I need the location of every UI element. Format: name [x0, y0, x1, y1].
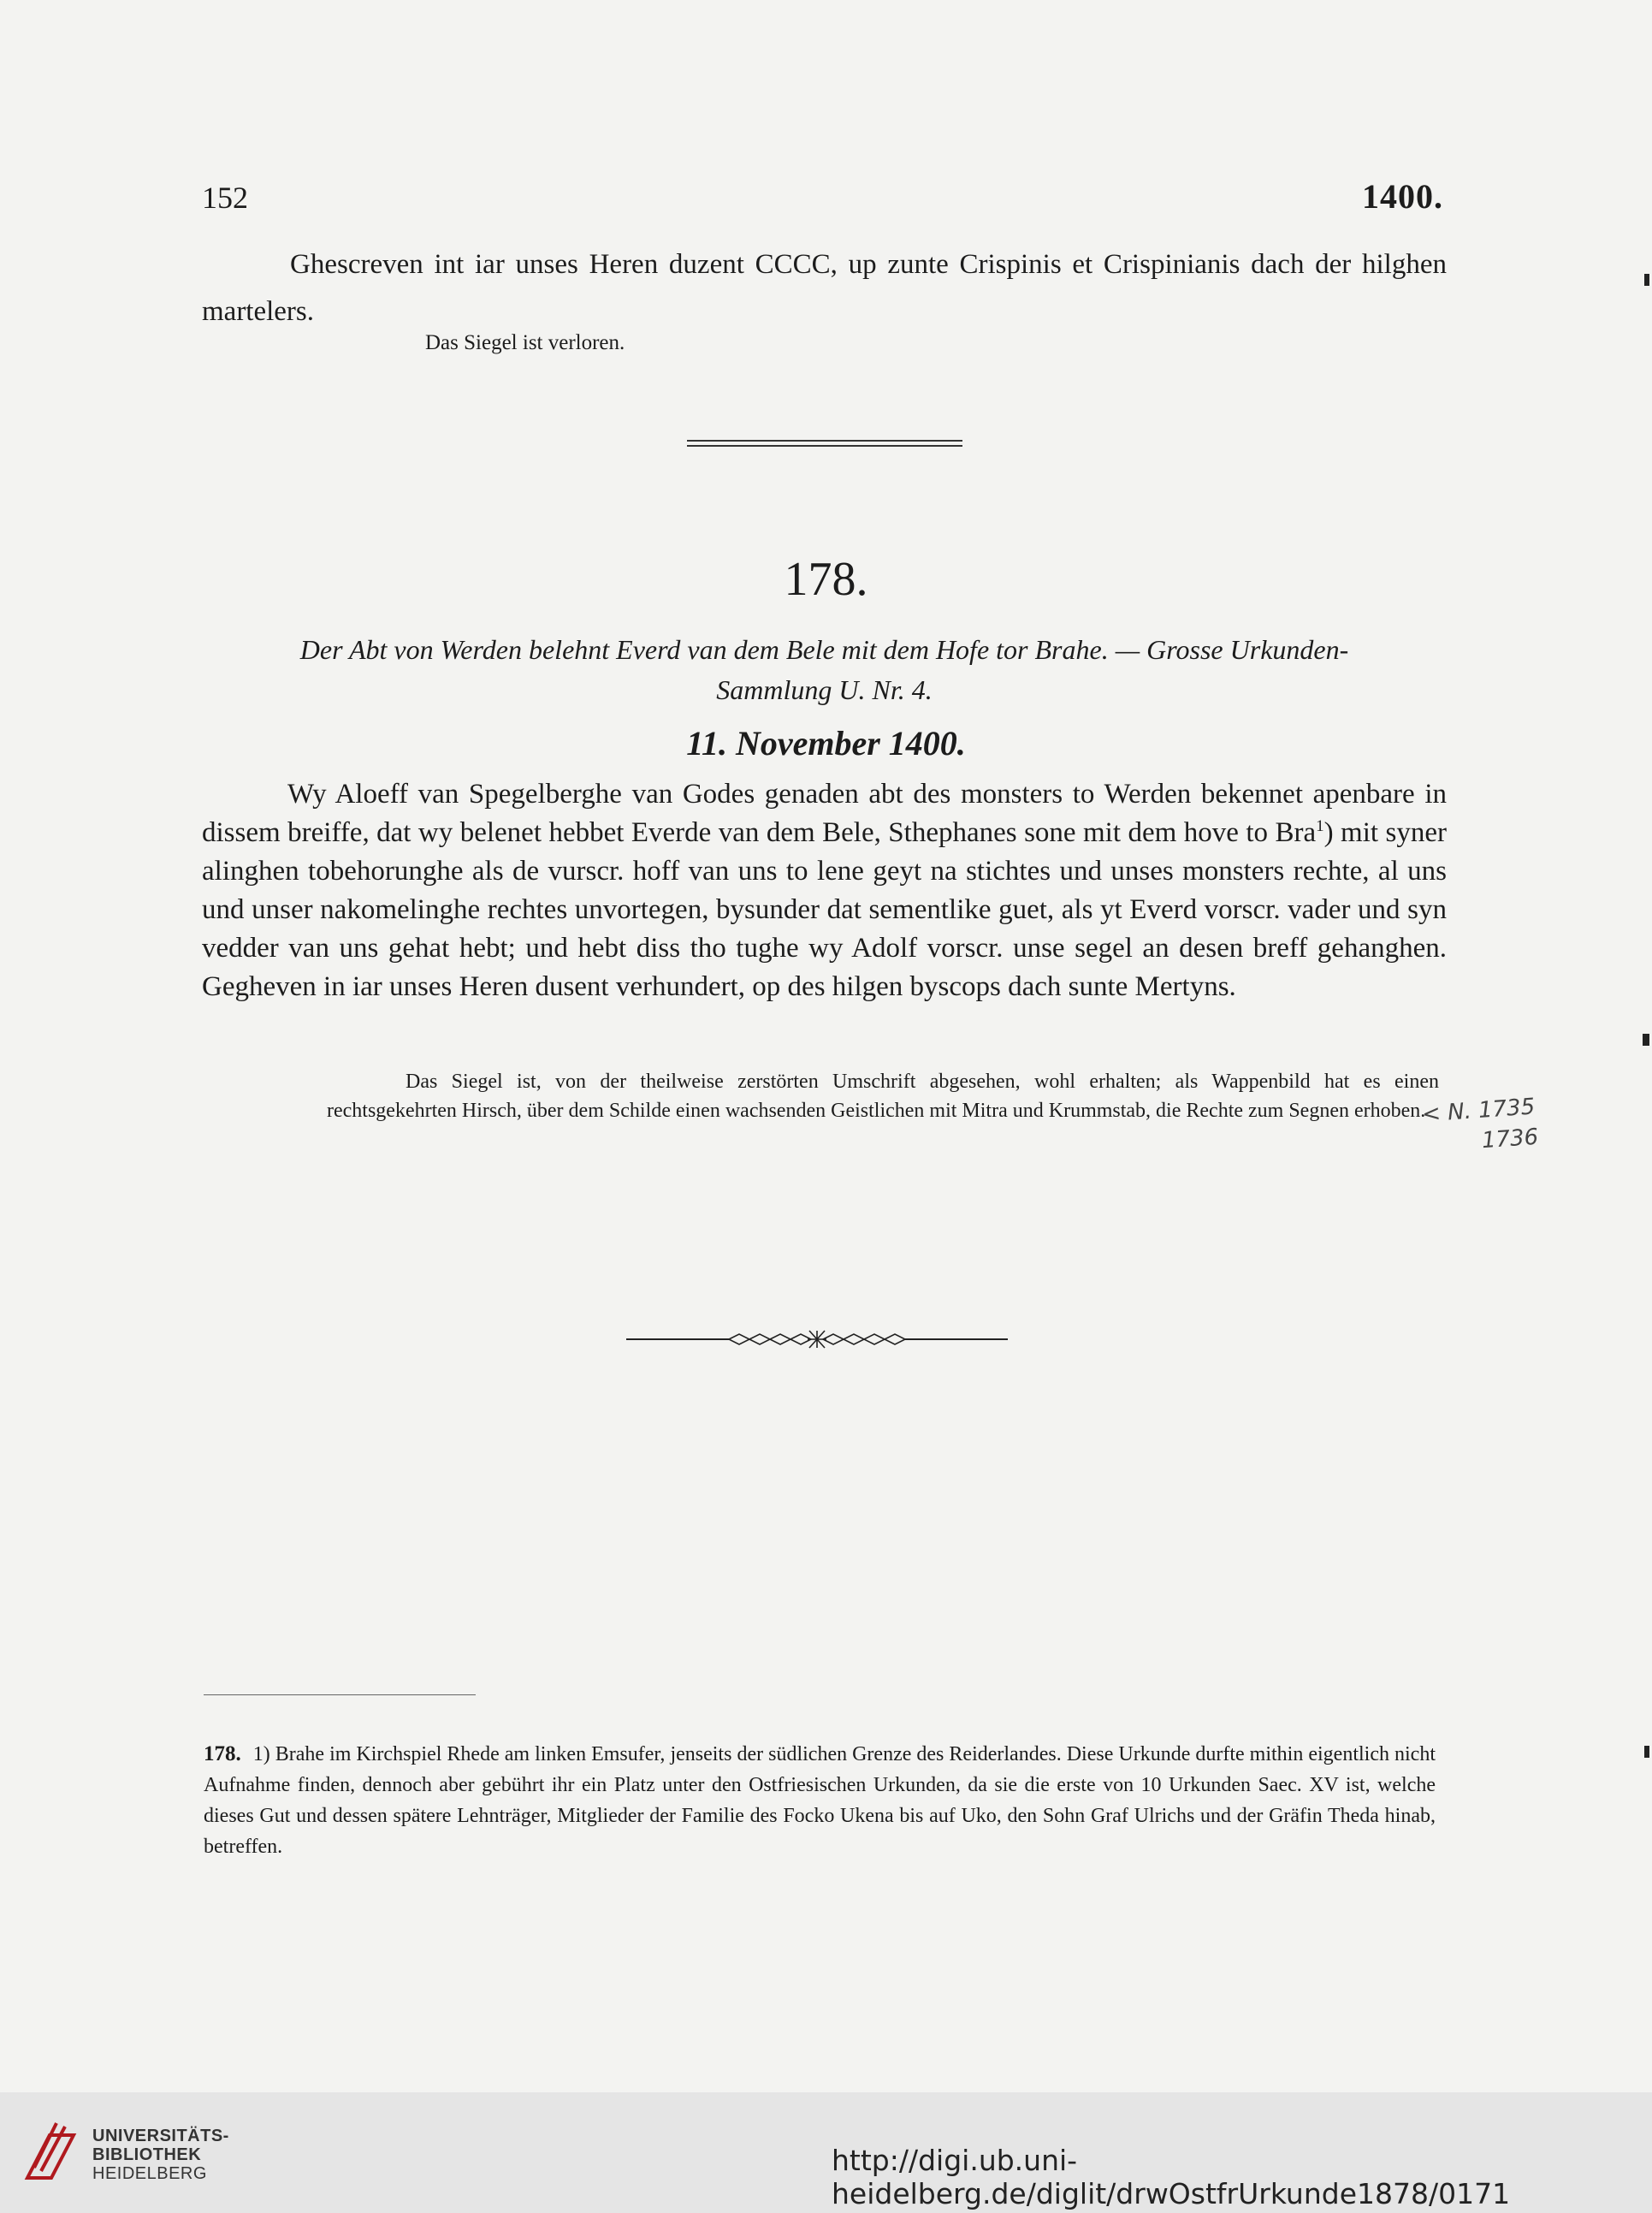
- document-title-line1: Der Abt von Werden belehnt Everd van dem Bele mit dem Hofe tor Brahe. — Grosse Urkunden-: [299, 634, 1349, 665]
- library-name-line3: HEIDELBERG: [92, 2164, 207, 2183]
- scan-edge-mark: [1643, 1034, 1649, 1046]
- library-logo-icon: [22, 2115, 82, 2188]
- document-title: [202, 630, 1447, 710]
- scan-edge-mark: [1644, 274, 1649, 286]
- document-body-part2: ) mit syner alinghen tobehorunghe als de vurscr. hoff van uns to lene geyt na stichtes und unses monsters rechte, al uns und unser nakomelinghe rechtes unvortegen, bysunder dat sementlike guet, als yt Everd vorscr. vader und syn vedder van uns gehat hebt; und hebt diss tho tughe wy Adolf vorscr. unse segel an desen breff gehanghen. Gegheven in iar unses Heren dusent verhundert, op des hilgen byscops dach sunte Mertyns.: [202, 817, 1447, 1002]
- document-date: 11. November 1400.: [686, 724, 966, 762]
- footnote-marker-label: 1): [252, 1743, 270, 1765]
- seal-description: Das Siegel ist, von der theilweise zerstörten Umschrift abgesehen, wohl erhalten; als Wappenbild hat es einen rechtsgekehrten Hirsch, über dem Schilde einen wachsenden Geistlichen mit Mitra und Krummstab, die Rechte zum Segnen erhoben.: [327, 1071, 1439, 1122]
- handwritten-margin-note: < N. 1735: [1421, 1094, 1537, 1128]
- footnote-number: 178.: [204, 1742, 241, 1765]
- document-body-part1: Wy Aloeff van Spegelberghe van Godes genaden abt des monsters to Werden bekennet apenbare in dissem breiffe, dat wy belenet hebbet Everde van dem Bele, Sthephanes sone mit dem hove to Bra: [202, 779, 1447, 848]
- library-name-line1: UNIVERSITÄTS-: [92, 2127, 229, 2145]
- handwritten-margin-note-2: 1736: [1481, 1124, 1540, 1154]
- document-body: [202, 775, 1447, 1006]
- section-divider-bottom: [687, 445, 962, 447]
- page-number: 152: [202, 181, 248, 215]
- footnote-separator: [204, 1694, 476, 1695]
- previous-document-closing: Ghescreven int iar unses Heren duzent CCCC, up zunte Crispinis et Crispinianis dach der hilghen martelers.: [202, 249, 1447, 327]
- section-divider-top: [687, 440, 962, 442]
- previous-seal-note: Das Siegel ist verloren.: [425, 331, 625, 354]
- library-name-line2: BIBLIOTHEK: [92, 2145, 202, 2164]
- footnote: [204, 1739, 1436, 1862]
- library-footer: [0, 2092, 1652, 2213]
- scan-edge-mark: [1644, 1746, 1649, 1758]
- document-title-line2: Sammlung U. Nr. 4.: [716, 674, 933, 705]
- page-year-heading: 1400.: [1362, 177, 1443, 216]
- footnote-text: Brahe im Kirchspiel Rhede am linken Emsufer, jenseits der südlichen Grenze des Reiderlandes. Diese Urkunde durfte mithin eigentlich nicht Aufnahme finden, dennoch aber gebührt ihr ein Platz unter den Ostfriesischen Urkunden, da sie die erste von 10 Urkunden Saec. XV ist, welche dieses Gut und dessen spätere Lehnträger, Mitglieder der Familie des Focko Ukena bis auf Uko, den Sohn Graf Ulrichs und der Gräfin Theda hinab, betreffen.: [204, 1743, 1436, 1858]
- library-name: [92, 2127, 229, 2183]
- footnote-marker: 1: [1316, 817, 1324, 835]
- ornamental-divider: [626, 1329, 1008, 1350]
- document-number: 178.: [784, 553, 868, 606]
- permalink-url[interactable]: http://digi.ub.uni-heidelberg.de/diglit/drwOstfrUrkunde1878/0171: [832, 2144, 1511, 2210]
